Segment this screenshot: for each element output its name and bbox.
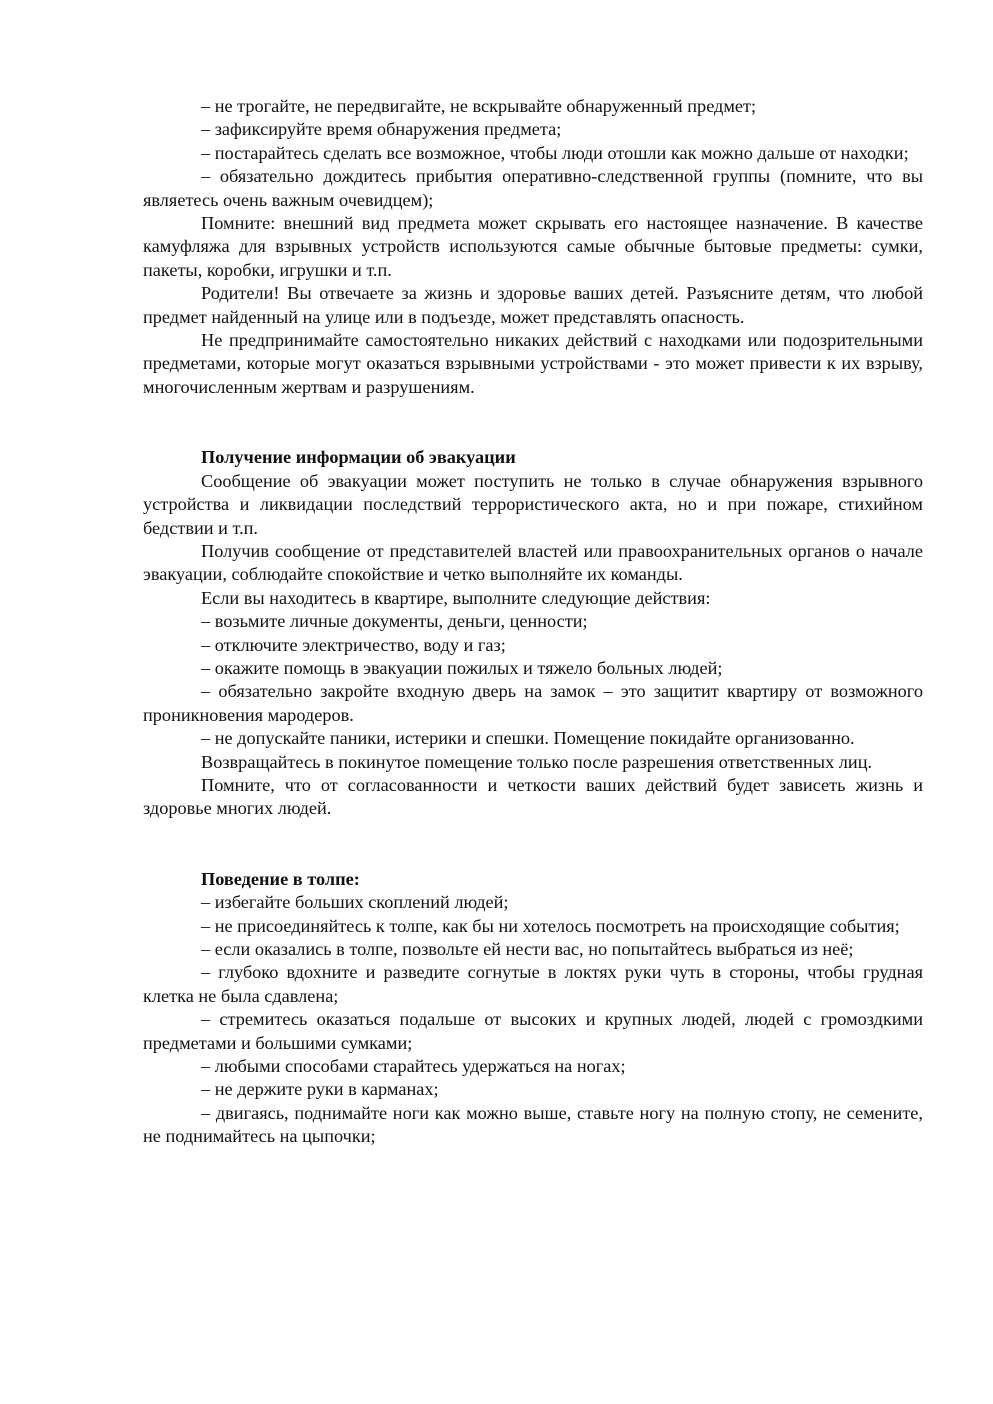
list-item: – избегайте больших скоплений людей; <box>201 892 509 913</box>
paragraph: Помните: внешний вид предмета может скрывать его настоящее назначение. В качестве камуфляжа для взрывных устройств используются самые обычные бытовые предметы: сумки, пакеты, коробки, игрушки и т.п. <box>143 213 923 280</box>
paragraph: Если вы находитесь в квартире, выполните следующие действия: <box>201 587 711 608</box>
list-item: – не присоединяйтесь к толпе, как бы ни хотелось посмотреть на происходящие события; <box>201 915 900 936</box>
paragraph: Сообщение об эвакуации может поступить не только в случае обнаружения взрывного устройства и ликвидации последствий террористического акта, но и при пожаре, стихийном бедствии и т.п. <box>143 470 923 538</box>
list-item: – не допускайте паники, истерики и спешки. Помещение покидайте организованно. <box>201 728 855 749</box>
list-item: – возьмите личные документы, деньги, ценности; <box>201 611 588 632</box>
list-item: – любыми способами старайтесь удержаться на ногах; <box>201 1056 626 1077</box>
paragraph: Помните, что от согласованности и четкости ваших действий будет зависеть жизнь и здоровье многих людей. <box>143 774 923 819</box>
section-evacuation <box>143 446 923 821</box>
paragraph: Не предпринимайте самостоятельно никаких действий с находками или подозрительными предметами, которые могут оказаться взрывными устройствами - это может привести к их взрыву, многочисленным жертвам и разрушениям. <box>143 330 923 397</box>
list-item: – зафиксируйте время обнаружения предмета; <box>201 119 562 140</box>
document-page <box>143 95 923 1149</box>
list-item: – если оказались в толпе, позвольте ей нести вас, но попытайтесь выбраться из неё; <box>201 939 854 959</box>
section-heading: Поведение в толпе: <box>201 868 360 889</box>
list-item: – постарайтесь сделать все возможное, чтобы люди отошли как можно дальше от находки; <box>201 142 909 163</box>
list-item: – обязательно дождитесь прибытия оперативно-следственной группы (помните, что вы являетесь очень важным очевидцем); <box>143 166 923 210</box>
paragraph: Получив сообщение от представителей властей или правоохранительных органов о начале эвакуации, соблюдайте спокойствие и четко выполняйте их команды. <box>143 540 923 585</box>
list-item: – не держите руки в карманах; <box>201 1079 439 1100</box>
paragraph: Возвращайтесь в покинутое помещение только после разрешения ответственных лиц. <box>201 751 873 772</box>
list-item: – двигаясь, поднимайте ноги как можно выше, ставьте ногу на полную стопу, не семените, не поднимайтесь на цыпочки; <box>143 1102 923 1147</box>
section-crowd-behavior <box>143 868 923 1149</box>
section-gap <box>143 399 923 446</box>
list-item: – не трогайте, не передвигайте, не вскрывайте обнаруженный предмет; <box>201 96 757 116</box>
list-item: – глубоко вдохните и разведите согнутые в локтях руки чуть в стороны, чтобы грудная клетка не была сдавлена; <box>143 962 923 1006</box>
list-item: – окажите помощь в эвакуации пожилых и тяжело больных людей; <box>201 657 723 678</box>
list-item: – стремитесь оказаться подальше от высоких и крупных людей, людей с громоздкими предметами и большими сумками; <box>143 1009 923 1053</box>
section-gap <box>143 821 923 868</box>
list-item: – отключите электричество, воду и газ; <box>201 634 506 655</box>
list-item: – обязательно закройте входную дверь на замок – это защитит квартиру от возможного проникновения мародеров. <box>143 681 923 725</box>
paragraph: Родители! Вы отвечаете за жизнь и здоровье ваших детей. Разъясните детям, что любой предмет найденный на улице или в подъезде, может представлять опасность. <box>143 283 923 327</box>
section-heading: Получение информации об эвакуации <box>201 447 516 468</box>
section-suspicious-items <box>143 95 923 399</box>
